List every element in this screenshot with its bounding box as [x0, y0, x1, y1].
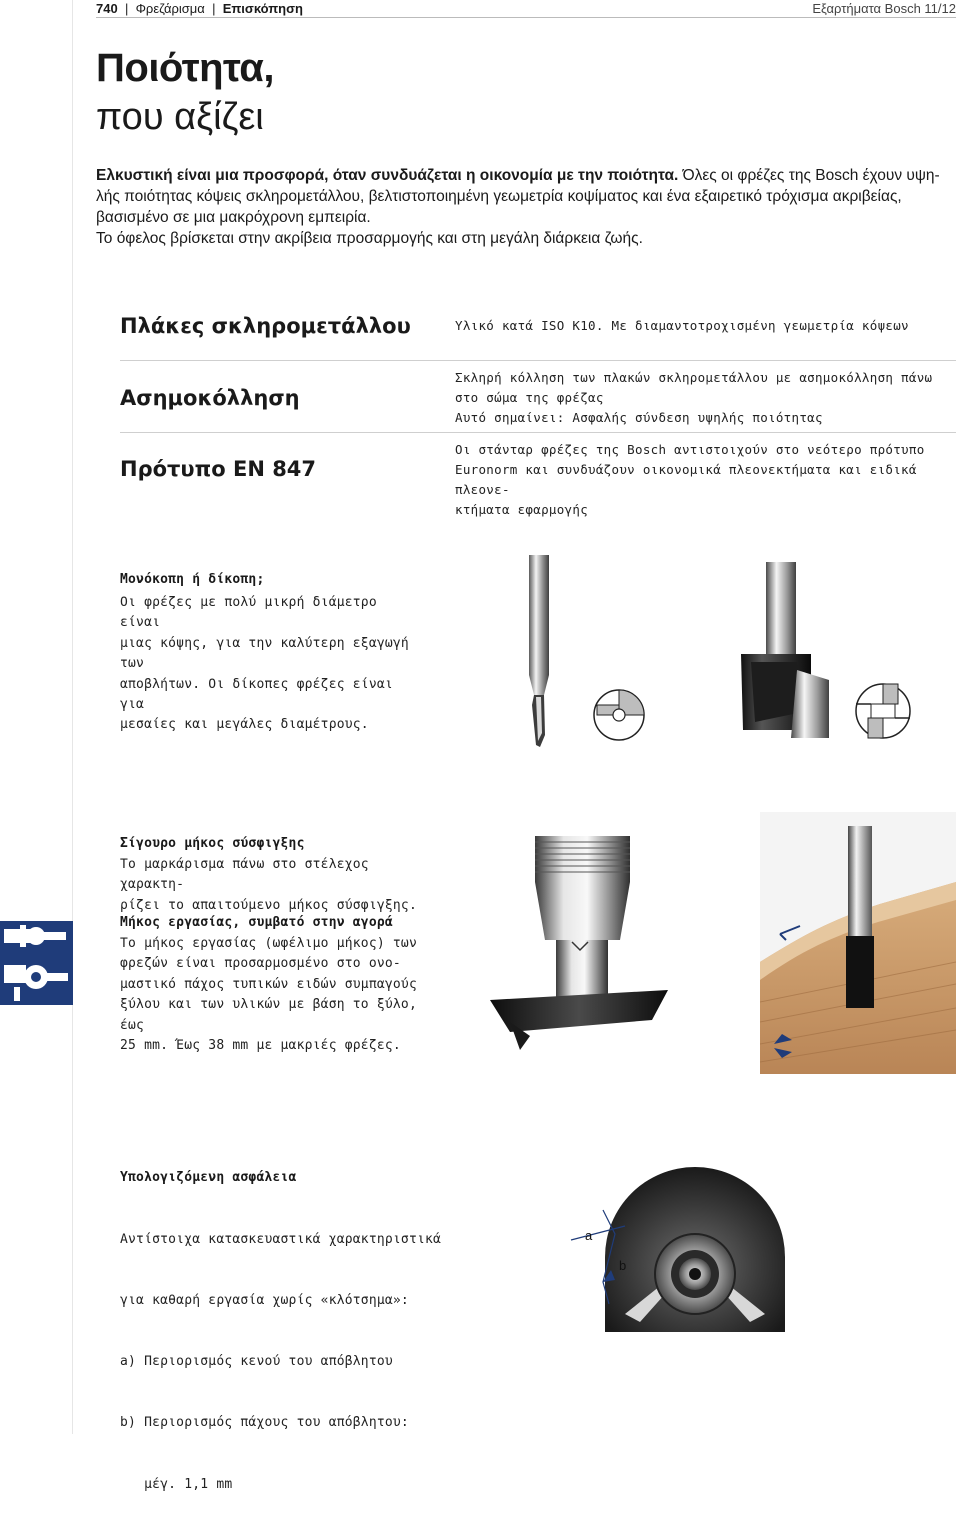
section-single-double: [120, 572, 420, 736]
intro-line3: βασισμένο σε μια μακρόχρονη εμπειρία.: [96, 209, 371, 226]
section-title: Μήκος εργασίας, συμβατό στην αγορά: [120, 915, 393, 930]
section-line: μαστικό πάχος τυπικών ειδών συμπαγούς: [120, 976, 417, 992]
feature-desc-standard: [455, 440, 935, 520]
page-subtitle: που αξίζει: [96, 96, 264, 138]
header-catalog: Εξαρτήματα Bosch 11/12: [812, 1, 956, 16]
header-section: Φρεζάρισμα: [135, 1, 205, 16]
double-flute-bit-image: [733, 562, 833, 744]
section-title: Υπολογιζόμενη ασφάλεια: [120, 1170, 297, 1185]
diagram-label-a: a: [585, 1228, 593, 1243]
section-clamping-length: [120, 836, 420, 916]
feature-desc-line: Οι στάνταρ φρέζες της Bosch αντιστοιχούν στο νεότερο πρότυπο: [455, 442, 925, 457]
section-line: Οι φρέζες με πολύ μικρή διάμετρο είναι: [120, 595, 377, 631]
page-header: [96, 0, 956, 18]
intro-paragraph: [96, 165, 946, 249]
section-line: Το μαρκάρισμα πάνω στο στέλεχος χαρακτη-: [120, 857, 369, 893]
section-line: για καθαρή εργασία χωρίς «κλότσημα»:: [120, 1293, 409, 1309]
section-line: 25 mm. Έως 38 mm με μακριές φρέζες.: [120, 1038, 401, 1054]
section-line: a) Περιορισμός κενού του απόβλητου: [120, 1354, 393, 1370]
feature-desc-line: στο σώμα της φρέζας: [455, 390, 604, 405]
section-line: μέγ. 1,1 mm: [120, 1476, 233, 1492]
section-working-length: [120, 915, 420, 1056]
anti-kickback-bit-diagram: [565, 1162, 810, 1337]
working-length-wood-image: [760, 812, 956, 1074]
header-separator: |: [121, 1, 132, 16]
diagram-label-b: b: [619, 1258, 627, 1273]
intro-line2: λής ποιότητας κόψεις σκληρομετάλλου, βελτιστοποιημένη γεωμετρία κοψίματος και ένα εξαιρετικό τρόχισμα ακριβείας,: [96, 188, 902, 205]
page-title: Ποιότητα,: [96, 46, 274, 90]
section-line: μιας κόψης, για την καλύτερη εξαγωγή των: [120, 635, 409, 672]
page-number: 740: [96, 1, 118, 16]
double-flute-section-icon: [853, 682, 913, 740]
section-line: ξύλου και των υλικών με βάση το ξύλο, έως: [120, 997, 417, 1033]
section-body: [120, 593, 420, 736]
section-body: [120, 1189, 442, 1536]
feature-desc-brazing: [455, 368, 935, 428]
section-title: Σίγουρο μήκος σύσφιγξης: [120, 836, 305, 851]
section-line: Αντίστοιχα κατασκευαστικά χαρακτηριστικά: [120, 1231, 442, 1247]
header-separator: |: [208, 1, 220, 16]
page-edge-strip: [72, 0, 73, 1434]
divider: [120, 360, 956, 361]
feature-label-carbide: Πλάκες σκληρομετάλλου: [120, 314, 411, 338]
feature-desc-line: Σκληρή κόλληση των πλακών σκληρομετάλλου με ασημοκόλληση πάνω: [455, 370, 933, 385]
divider: [120, 432, 956, 433]
section-line: ρίζει το απαιτούμενο μήκος σύσφιγξης.: [120, 897, 417, 913]
single-flute-bit-image: [518, 555, 568, 750]
intro-line4: Το όφελος βρίσκεται στην ακρίβεια προσαρμογής και στη μεγάλη διάρκεια ζωής.: [96, 230, 643, 247]
intro-lead: Ελκυστική είναι μια προσφορά, όταν συνδυάζεται η οικονομία με την ποιότητα.: [96, 167, 679, 184]
feature-desc-line: κτήματα εφαρμογής: [455, 502, 589, 517]
router-bits-tab-icon: [0, 921, 73, 1005]
section-line: μεσαίες και μεγάλες διαμέτρους.: [120, 717, 369, 733]
single-flute-section-icon: [592, 688, 646, 742]
feature-label-brazing: Ασημοκόλληση: [120, 386, 300, 410]
section-line: φρεζών είναι προσαρμοσμένο στο ονο-: [120, 956, 401, 972]
shank-clamping-mark-image: [480, 830, 670, 1052]
section-line: αποβλήτων. Οι δίκοπες φρέζες είναι για: [120, 676, 393, 713]
section-body: [120, 855, 420, 916]
intro-line1: Όλες οι φρέζες της Bosch έχουν υψη-: [678, 167, 940, 184]
feature-desc-line: Υλικό κατά ISO K10. Με διαμαντοτροχισμένη γεωμετρία κόψεων: [455, 318, 909, 333]
feature-desc-line: Αυτό σημαίνει: Ασφαλής σύνδεση υψηλής ποιότητας: [455, 410, 823, 425]
feature-desc-carbide: [455, 316, 935, 336]
header-subsection: Επισκόπηση: [222, 1, 303, 16]
section-line: Το μήκος εργασίας (ωφέλιμο μήκος) των: [120, 936, 417, 951]
section-line: b) Περιορισμός πάχους του απόβλητου:: [120, 1415, 409, 1431]
section-title: Μονόκοπη ή δίκοπη;: [120, 572, 265, 587]
feature-label-standard: Πρότυπο EN 847: [120, 457, 317, 481]
section-calculated-safety: [120, 1170, 442, 1536]
feature-desc-line: Euronorm και συνδυάζουν οικονομικά πλεονεκτήματα και ειδικά πλεονε-: [455, 462, 917, 497]
section-body: [120, 934, 420, 1056]
